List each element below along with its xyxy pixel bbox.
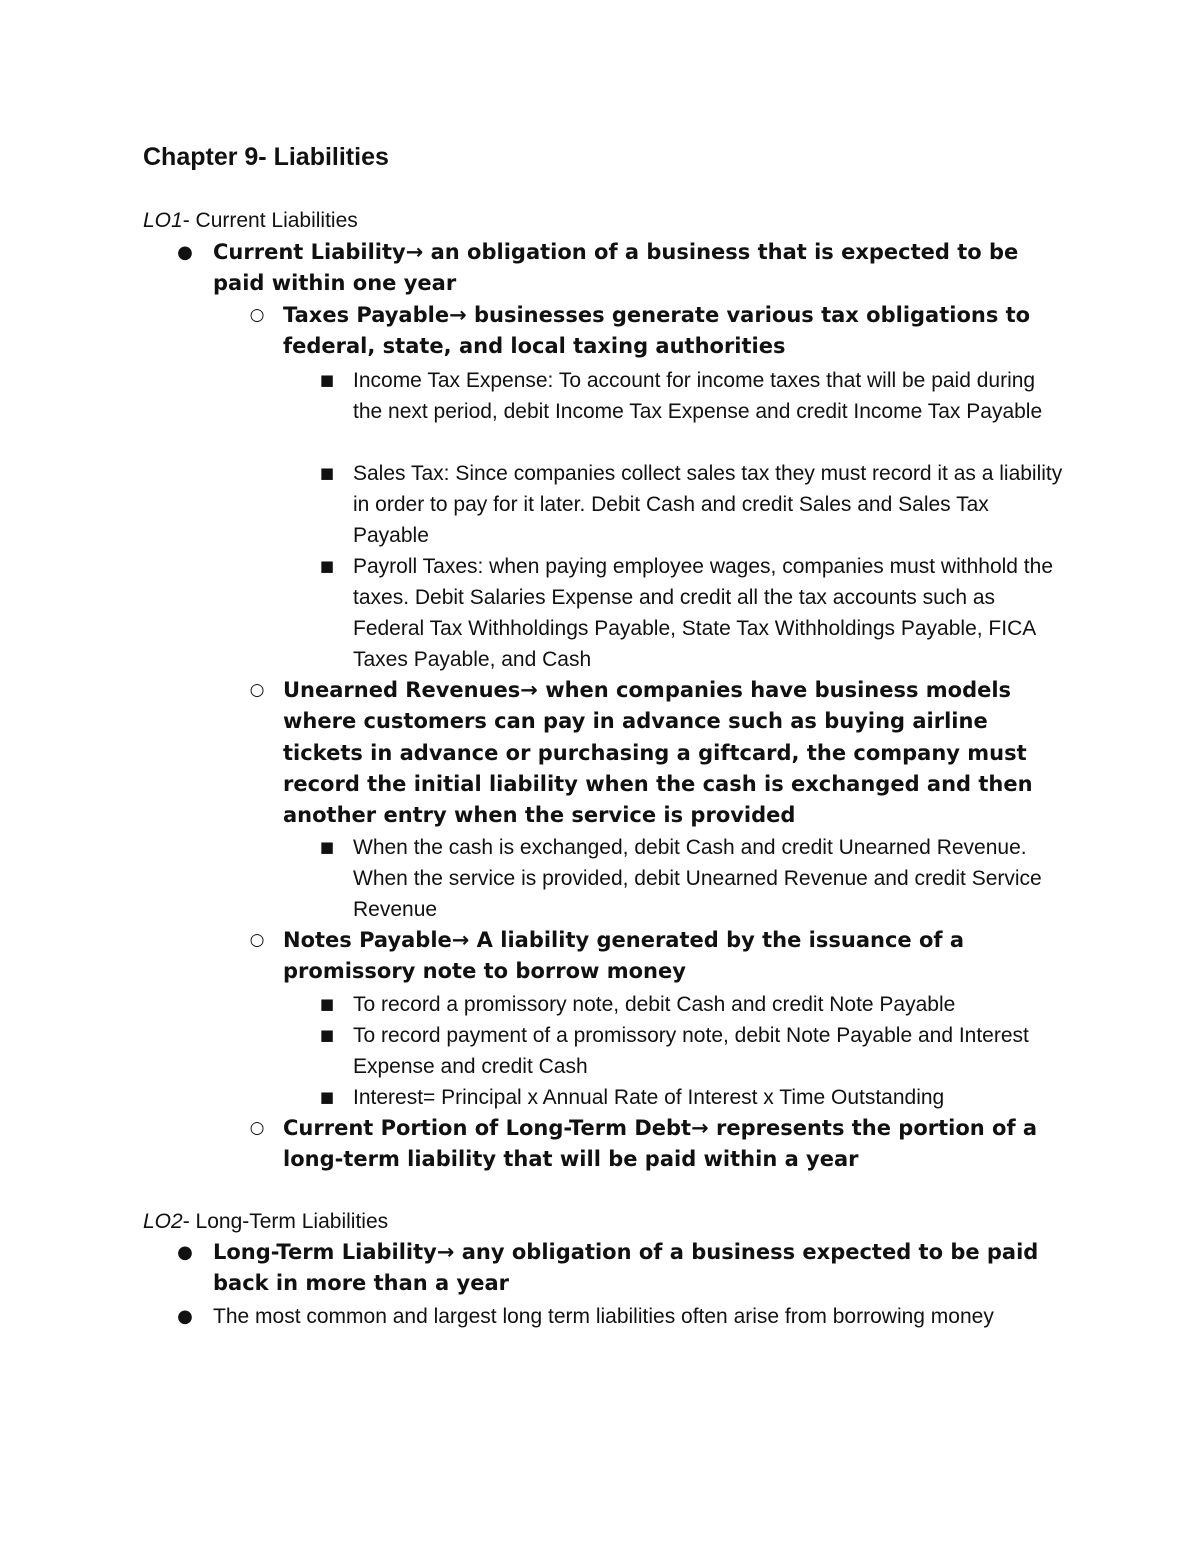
list-item [243,675,1073,831]
section-heading-text: - Long-Term Liabilities [182,1210,389,1233]
bullet-disc: ● [177,1242,193,1263]
list-item [243,300,1073,363]
lo-label: LO1 [143,209,183,232]
list-item-text: Notes Payable→ A liability generated by the issuance of a promissory note to borrow money [283,928,964,984]
list-item-text: To record payment of a promissory note, debit Note Payable and Interest Expense and credit Cash [353,1024,1029,1078]
section-heading-text: - Current Liabilities [182,209,358,232]
bullet-circle: ○ [249,680,265,700]
list-item [173,237,1073,300]
list-item-text: The most common and largest long term liabilities often arise from borrowing money [213,1305,994,1328]
list-item-text: To record a promissory note, debit Cash and credit Note Payable [353,993,956,1016]
list-item-text: Payroll Taxes: when paying employee wages, companies must withhold the taxes. Debit Salaries Expense and credit all the tax accounts such as Federal Tax Withholdings Payable, State Tax Withholdings Payable, FICA Taxes Payable, and Cash [353,555,1053,671]
bullet-disc: ● [177,242,193,263]
lo-label: LO2 [143,1210,183,1233]
bullet-circle: ○ [249,930,265,950]
list-item [173,1237,1073,1300]
list-item [173,1301,1073,1332]
bullet-square: ■ [319,995,335,1013]
bullet-square: ■ [319,464,335,482]
list-item [243,1113,1073,1176]
list-item-text: Current Liability→ an obligation of a business that is expected to be paid within one year [213,240,1019,296]
list-item-text: Sales Tax: Since companies collect sales tax they must record it as a liability in order to pay for it later. Debit Cash and credit Sales and Sales Tax Payable [353,462,1063,547]
section-heading-lo1 [143,205,358,236]
list-item-text: Income Tax Expense: To account for income taxes that will be paid during the next period, debit Income Tax Expense and credit Income Tax Payable [353,369,1043,423]
section-heading-lo2 [143,1206,388,1237]
list-item [313,832,1063,925]
bullet-square: ■ [319,371,335,389]
list-item-text: Current Portion of Long-Term Debt→ represents the portion of a long-term liability that will be paid within a year [283,1116,1038,1172]
list-item [243,925,1073,988]
list-item-text: Unearned Revenues→ when companies have business models where customers can pay in advance such as buying airline tickets in advance or purchasing a giftcard, the company must record the initial liability when the cash is exchanged and then another entry when the service is provided [283,678,1033,828]
bullet-circle: ○ [249,1118,265,1138]
bullet-circle: ○ [249,305,265,325]
bullet-square: ■ [319,1088,335,1106]
list-item-text: Interest= Principal x Annual Rate of Interest x Time Outstanding [353,1086,945,1109]
list-item [313,1082,1063,1113]
bullet-disc: ● [177,1306,193,1327]
list-item [313,989,1063,1020]
list-item [313,458,1063,551]
bullet-square: ■ [319,1026,335,1044]
bullet-square: ■ [319,838,335,856]
list-item [313,365,1063,427]
list-item-text: Taxes Payable→ businesses generate various tax obligations to federal, state, and local taxing authorities [283,303,1031,359]
list-item [313,1020,1063,1082]
page-title: Chapter 9- Liabilities [143,143,389,171]
bullet-square: ■ [319,557,335,575]
list-item-text: Long-Term Liability→ any obligation of a business expected to be paid back in more than a year [213,1240,1039,1296]
list-item [313,551,1063,675]
list-item-text: When the cash is exchanged, debit Cash and credit Unearned Revenue. When the service is provided, debit Unearned Revenue and credit Service Revenue [353,836,1042,921]
